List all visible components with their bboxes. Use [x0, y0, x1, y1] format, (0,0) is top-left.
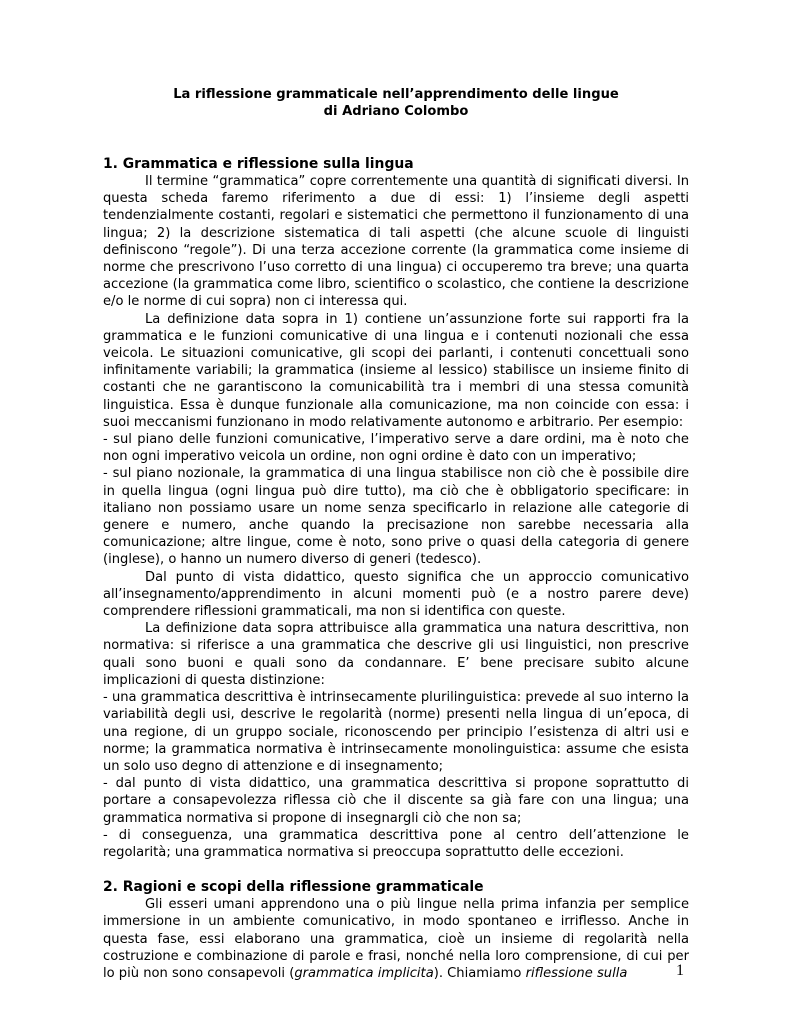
- document-author: di Adriano Colombo: [323, 104, 469, 119]
- document-title: La riflessione grammaticale nell’apprendimento delle lingue: [173, 87, 619, 102]
- bullet-item: - sul piano delle funzioni comunicative, l’imperativo serve a dare ordini, ma è noto che non ogni imperativo veicola un ordine, non ogni ordine è dato con un imperativo;: [103, 432, 689, 465]
- bullet-item: - dal punto di vista didattico, una grammatica descrittiva si propone soprattutto di portare a consapevolezza riflessa ciò che il discente sa già fare con una lingua; una grammatica normativa si propone di insegnargli ciò che non sa;: [103, 776, 689, 826]
- bullet-item: - una grammatica descrittiva è intrinsecamente plurilinguistica: prevede al suo interno la variabilità degli usi, descrive le regolarità (norme) presenti nella lingua di un’epoca, di una regione, di un gruppo sociale, riconoscendo per principio l’esistenza di altri usi e norme; la grammatica normativa è intrinsecamente monolinguistica: assume che esista un solo uso degno di attenzione e di insegnamento;: [103, 690, 689, 774]
- emphasis-grammatica-implicita: grammatica implicita: [294, 965, 434, 981]
- paragraph: La definizione data sopra attribuisce alla grammatica una natura descrittiva, non normativa: si riferisce a una grammatica che descrive gli usi linguistici, non prescrive quali sono buoni e quali sono da condannare. E’ bene precisare subito alcune implicazioni di questa distinzione:: [103, 621, 689, 688]
- page-number: 1: [676, 962, 684, 979]
- paragraph: [103, 896, 689, 982]
- bullet-item: - sul piano nozionale, la grammatica di una lingua stabilisce non ciò che è possibile dire in quella lingua (ogni lingua può dire tutto), ma ciò che è obbligatorio specificare: in italiano non possiamo usare un nome senza specificarlo in relazione alle categorie di genere e numero, anche quando la precisazione non sarebbe necessaria alla comunicazione; altre lingue, come è noto, sono prive o quasi della categoria di genere (inglese), o hanno un numero diverso di generi (tedesco).: [103, 466, 689, 568]
- text-run: ). Chiamiamo: [433, 965, 526, 981]
- paragraph: La definizione data sopra in 1) contiene un’assunzione forte sui rapporti fra la grammatica e le funzioni comunicative di una lingua e i contenuti nozionali che essa veicola. Le situazioni comunicative, gli scopi dei parlanti, i contenuti concettuali sono infinitamente variabili; la grammatica (insieme al lessico) stabilisce un insieme finito di costanti che ne garantiscono la comunicabilità tra i membri di una stessa comunità linguistica. Essa è dunque funzionale alla comunicazione, ma non coincide con essa: i suoi meccanismi funzionano in modo relativamente autonomo e arbitrario. Per esempio:: [103, 311, 689, 430]
- emphasis-riflessione: riflessione sulla: [525, 965, 628, 981]
- section-1-heading: 1. Grammatica e riflessione sulla lingua: [103, 156, 414, 172]
- text-run: Gli esseri umani apprendono una o più lingue nella prima infanzia per semplice immersione in un ambiente comunicativo, in modo spontaneo e irriflesso. Anche in questa fase, essi elaborano una grammatica, cioè un insieme di regolarità nella costruzione e combinazione di parole e frasi, nonché nella loro comprensione, di cui per lo più non sono consapevoli (: [103, 897, 689, 981]
- section-2-heading: 2. Ragioni e scopi della riflessione grammaticale: [103, 879, 484, 896]
- document-page: [103, 86, 689, 982]
- paragraph: Dal punto di vista didattico, questo significa che un approccio comunicativo all’insegnamento/apprendimento in alcuni momenti può (e a nostro parere deve) comprendere riflessioni grammaticali, ma non si identifica con queste.: [103, 569, 689, 620]
- bullet-item: - di conseguenza, una grammatica descrittiva pone al centro dell’attenzione le regolarità; una grammatica normativa si preoccupa soprattutto delle eccezioni.: [103, 827, 689, 860]
- paragraph: Il termine “grammatica” copre correntemente una quantità di significati diversi. In questa scheda faremo riferimento a due di essi: 1) l’insieme degli aspetti tendenzialmente costanti, regolari e sistematici che permettono il funzionamento di una lingua; 2) la descrizione sistematica di tali aspetti (che alcune scuole di linguisti definiscono “regole”). Di una terza accezione corrente (la grammatica come insieme di norme che prescrivono l’uso corretto di una lingua) ci occuperemo tra breve; una quarta accezione (la grammatica come libro, scientifico o scolastico, che contiene la descrizione e/o le norme di cui sopra) non ci interessa qui.: [103, 174, 689, 310]
